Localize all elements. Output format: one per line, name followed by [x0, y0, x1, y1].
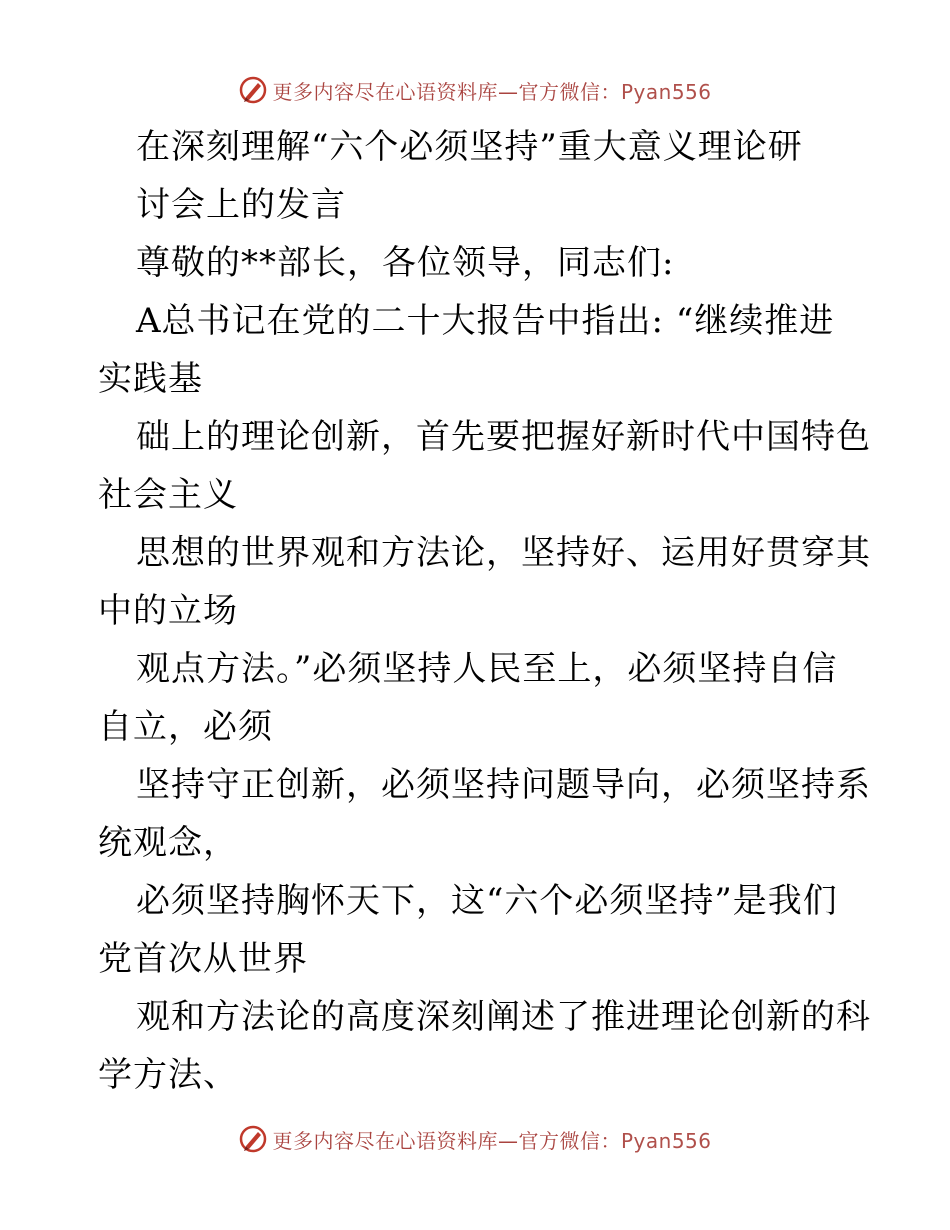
document-line: 坚持守正创新，必须坚持问题导向，必须坚持系	[136, 765, 871, 805]
document-line: 在深刻理解“六个必须坚持”重大意义理论研	[136, 127, 803, 167]
document-line: 尊敬的**部长，各位领导，同志们:	[136, 243, 675, 283]
watermark-text	[272, 1125, 711, 1154]
header-watermark	[0, 68, 950, 112]
watermark-wechat-id: Pyan556	[620, 79, 712, 104]
document-line: 思想的世界观和方法论，坚持好、运用好贯穿其	[136, 533, 871, 573]
footer-watermark	[0, 1117, 950, 1161]
document-line: 讨会上的发言	[136, 185, 346, 225]
document-line: 实践基	[98, 359, 203, 399]
pen-logo-icon	[238, 75, 268, 105]
document-line: 观和方法论的高度深刻阐述了推进理论创新的科	[136, 997, 871, 1037]
watermark-brand: 更多内容尽在心语资料库	[272, 1128, 498, 1153]
document-line: 中的立场	[98, 591, 238, 631]
watermark-wechat-id: Pyan556	[620, 1128, 712, 1153]
document-line: 学方法、	[98, 1055, 238, 1095]
watermark-wechat-label: 官方微信：	[518, 1128, 621, 1153]
document-line: A总书记在党的二十大报告中指出: “继续推进	[136, 301, 835, 341]
pen-logo-icon	[238, 1124, 268, 1154]
watermark-separator: —	[497, 79, 519, 104]
document-line: 党首次从世界	[98, 939, 308, 979]
watermark-text	[272, 76, 711, 105]
document-line: 自立，必须	[98, 707, 273, 747]
document-line: 必须坚持胸怀天下，这“六个必须坚持”是我们	[136, 881, 838, 921]
document-line: 础上的理论创新，首先要把握好新时代中国特色	[136, 417, 871, 457]
watermark-brand: 更多内容尽在心语资料库	[272, 79, 498, 104]
watermark-separator: —	[497, 1128, 519, 1153]
document-line: 社会主义	[98, 475, 238, 515]
watermark-wechat-label: 官方微信：	[518, 79, 621, 104]
document-line: 观点方法。”必须坚持人民至上，必须坚持自信	[136, 649, 838, 689]
document-line: 统观念，	[98, 823, 238, 863]
document-body	[98, 118, 871, 1104]
